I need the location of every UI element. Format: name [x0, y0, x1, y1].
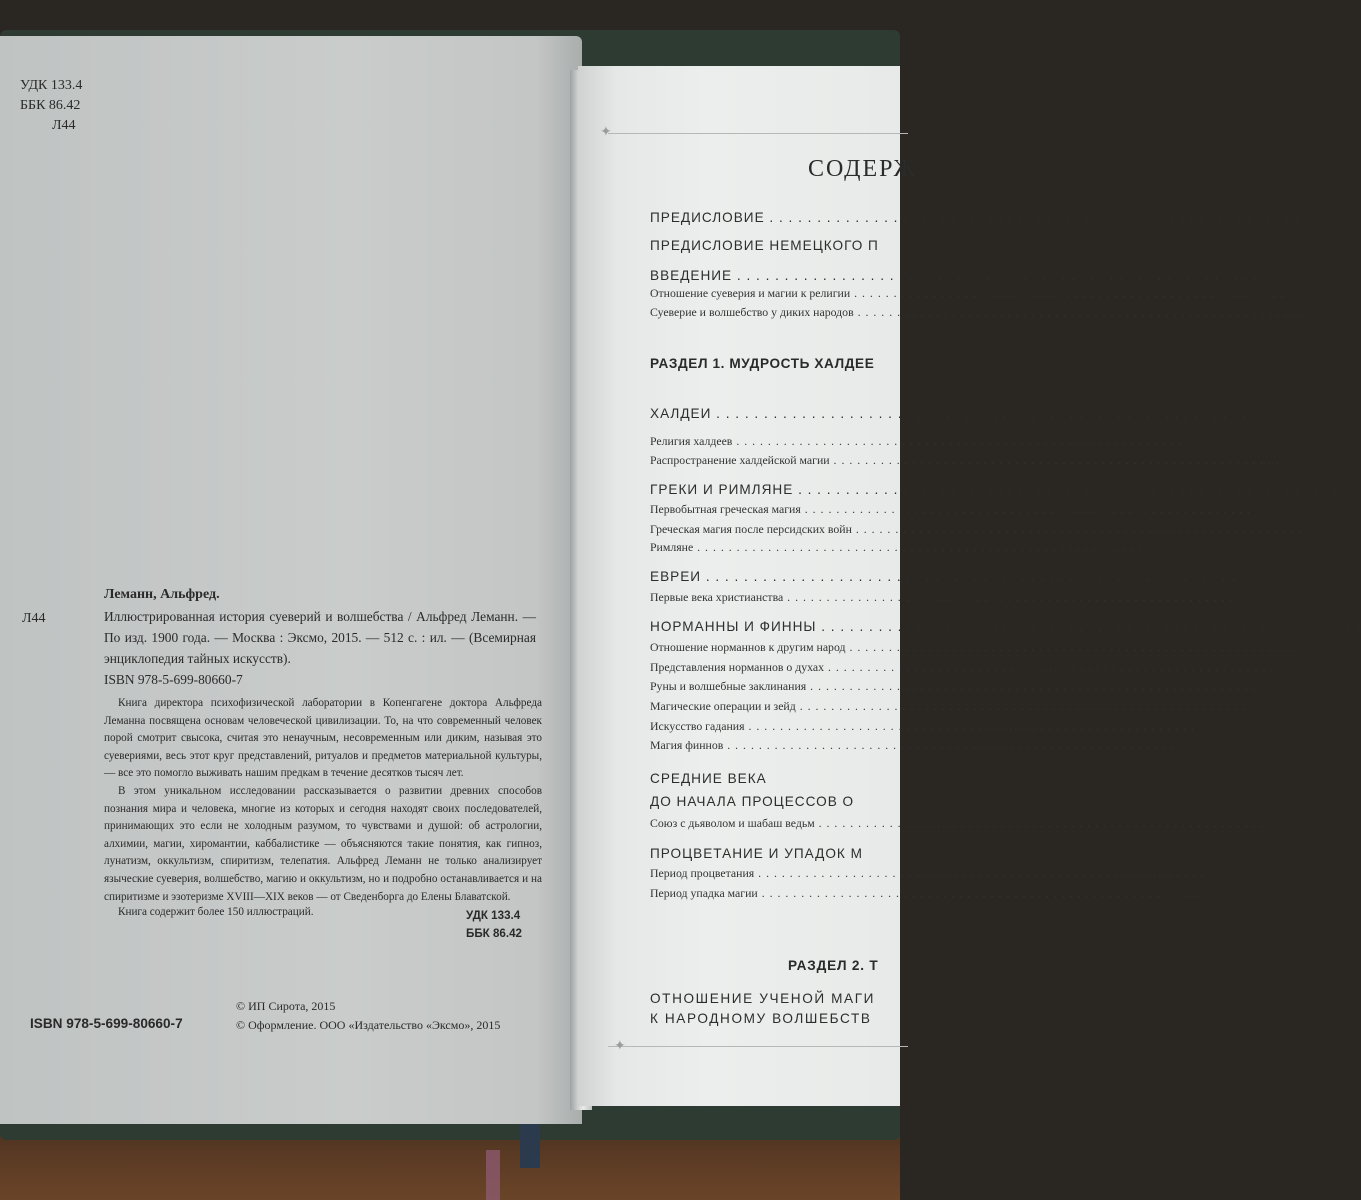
toc-entry: Руны и волшебные заклинания . . . [650, 679, 910, 694]
annotation [104, 695, 542, 906]
toc-entry: ПРОЦВЕТАНИЕ И УПАДОК М [650, 846, 863, 861]
toc-entry: Представления норманнов о духах . . . [650, 660, 910, 675]
isbn: ISBN 978-5-699-80660-7 [104, 672, 243, 687]
bookmark-ribbon-secondary [486, 1150, 500, 1200]
toc-title: СОДЕРЖ [808, 156, 918, 182]
toc-entry: СРЕДНИЕ ВЕКА [650, 771, 767, 786]
annotation-paragraph-1: Книга директора психофизической лаборатории в Копенгагене доктора Альфреда Леманна посвящена основам человеческой цивилизации. То, на что современный человек порой смотрит свысока, считая это ненаучным, несовременным или диким, называя это суевериями, весь этот круг представлений, ритуалов и предметов материальной культуры, — все это помогло выживать нашим предкам в течение десятков тысяч лет. [104, 697, 542, 780]
bookmark-ribbon [520, 1120, 540, 1168]
bbk-code: ББК 86.42 [20, 98, 81, 113]
toc-entry: Период упадка магии . . . [650, 886, 910, 901]
bibliographic-record: Иллюстрированная история суеверий и волшебства / Альфред Леманн. — По изд. 1900 года. — Москва : Эксмо, 2015. — 512 с. : ил. — (Всемирная энциклопедия тайных искусств). [104, 609, 536, 666]
annotation-paragraph-2: В этом уникальном исследовании рассказывается о развитии древних способов познания мира и человека, многие из которых и сегодня находят своих последователей, принимающих это если не холодным разумом, то чувствами и душой: об астрологии, алхимии, магии, хиромантии, каббалистике — объясняются такие понятия, как гипноз, лунатизм, оккультизм, спиритизм, телепатия. Альфред Леманн не только анализирует языческие суеверия, волшебство, магию и оккультизм, но и подробно останавливается и на спиритизме и эзотеризме XVIII—XIX веков — от Сведенборга до Елены Блаватской. [104, 784, 542, 903]
toc-entry: Первобытная греческая магия . . . [650, 502, 910, 517]
toc-entry: Отношение суеверия и магии к религии . . . [650, 286, 910, 301]
section-2-heading: РАЗДЕЛ 2. Т [788, 958, 879, 973]
right-page [578, 66, 918, 1106]
copyright-line-1: © ИП Сирота, 2015 [236, 999, 336, 1013]
top-rule [608, 133, 908, 134]
toc-entry-last-1: ОТНОШЕНИЕ УЧЕНОЙ МАГИ [650, 991, 876, 1006]
bottom-rule [608, 1046, 908, 1047]
toc-entry-last-2: К НАРОДНОМУ ВОЛШЕБСТВ [650, 1011, 872, 1026]
toc-entry: ХАЛДЕИ . . . [650, 406, 910, 421]
toc-entry: Магия финнов . . . [650, 738, 910, 753]
toc-entry: Период процветания . . . [650, 866, 910, 881]
toc-entry: Религия халдеев . . . [650, 434, 910, 449]
catalog-codes-bottom [466, 907, 522, 943]
toc-entry: НОРМАННЫ И ФИННЫ . . . [650, 619, 910, 634]
toc-entry: ПРЕДИСЛОВИЕ . . . [650, 210, 910, 225]
left-page [0, 36, 582, 1124]
author-code: Л44 [22, 611, 46, 626]
toc-entry: Первые века христианства . . . [650, 590, 910, 605]
toc-entry: ПРЕДИСЛОВИЕ НЕМЕЦКОГО П [650, 238, 879, 253]
udk-code-bottom: УДК 133.4 [466, 909, 521, 922]
copyright-line-2: © Оформление. ООО «Издательство «Эксмо», 2015 [236, 1018, 501, 1032]
toc-entry: РАЗДЕЛ 1. МУДРОСТЬ ХАЛДЕЕ [650, 356, 875, 371]
sparkle-ornament-bottom-icon: ✦ [614, 1039, 626, 1054]
toc-entry: Римляне . . . [650, 540, 910, 555]
illustrations-note: Книга содержит более 150 иллюстраций. [118, 906, 314, 918]
author-mark: Л44 [52, 118, 76, 133]
udk-code: УДК 133.4 [20, 78, 83, 93]
toc-entry: Искусство гадания . . . [650, 719, 910, 734]
author-name: Леманн, Альфред. [104, 587, 220, 602]
bbk-code-bottom: ББК 86.42 [466, 927, 522, 940]
toc-entry: ЕВРЕИ . . . [650, 569, 910, 584]
toc-entry: Магические операции и зейд . . . [650, 699, 910, 714]
toc-entry: Союз с дьяволом и шабаш ведьм . . . [650, 816, 910, 831]
toc-entry: ДО НАЧАЛА ПРОЦЕССОВ О [650, 794, 855, 809]
isbn-bottom: ISBN 978-5-699-80660-7 [30, 1016, 183, 1031]
toc-entry: Распространение халдейской магии . . . [650, 453, 910, 468]
catalog-codes-top [20, 76, 82, 136]
sparkle-ornament-icon: ✦ [600, 125, 612, 140]
toc-entry: Суеверие и волшебство у диких народов . . . [650, 305, 910, 320]
toc-entry: ВВЕДЕНИЕ . . . [650, 268, 910, 283]
copyright-block [236, 997, 500, 1035]
toc-entry: Греческая магия после персидских войн . . . [650, 522, 910, 537]
toc-entry: Отношение норманнов к другим народ . . . [650, 640, 910, 655]
toc-entry: ГРЕКИ И РИМЛЯНЕ . . . [650, 482, 910, 497]
